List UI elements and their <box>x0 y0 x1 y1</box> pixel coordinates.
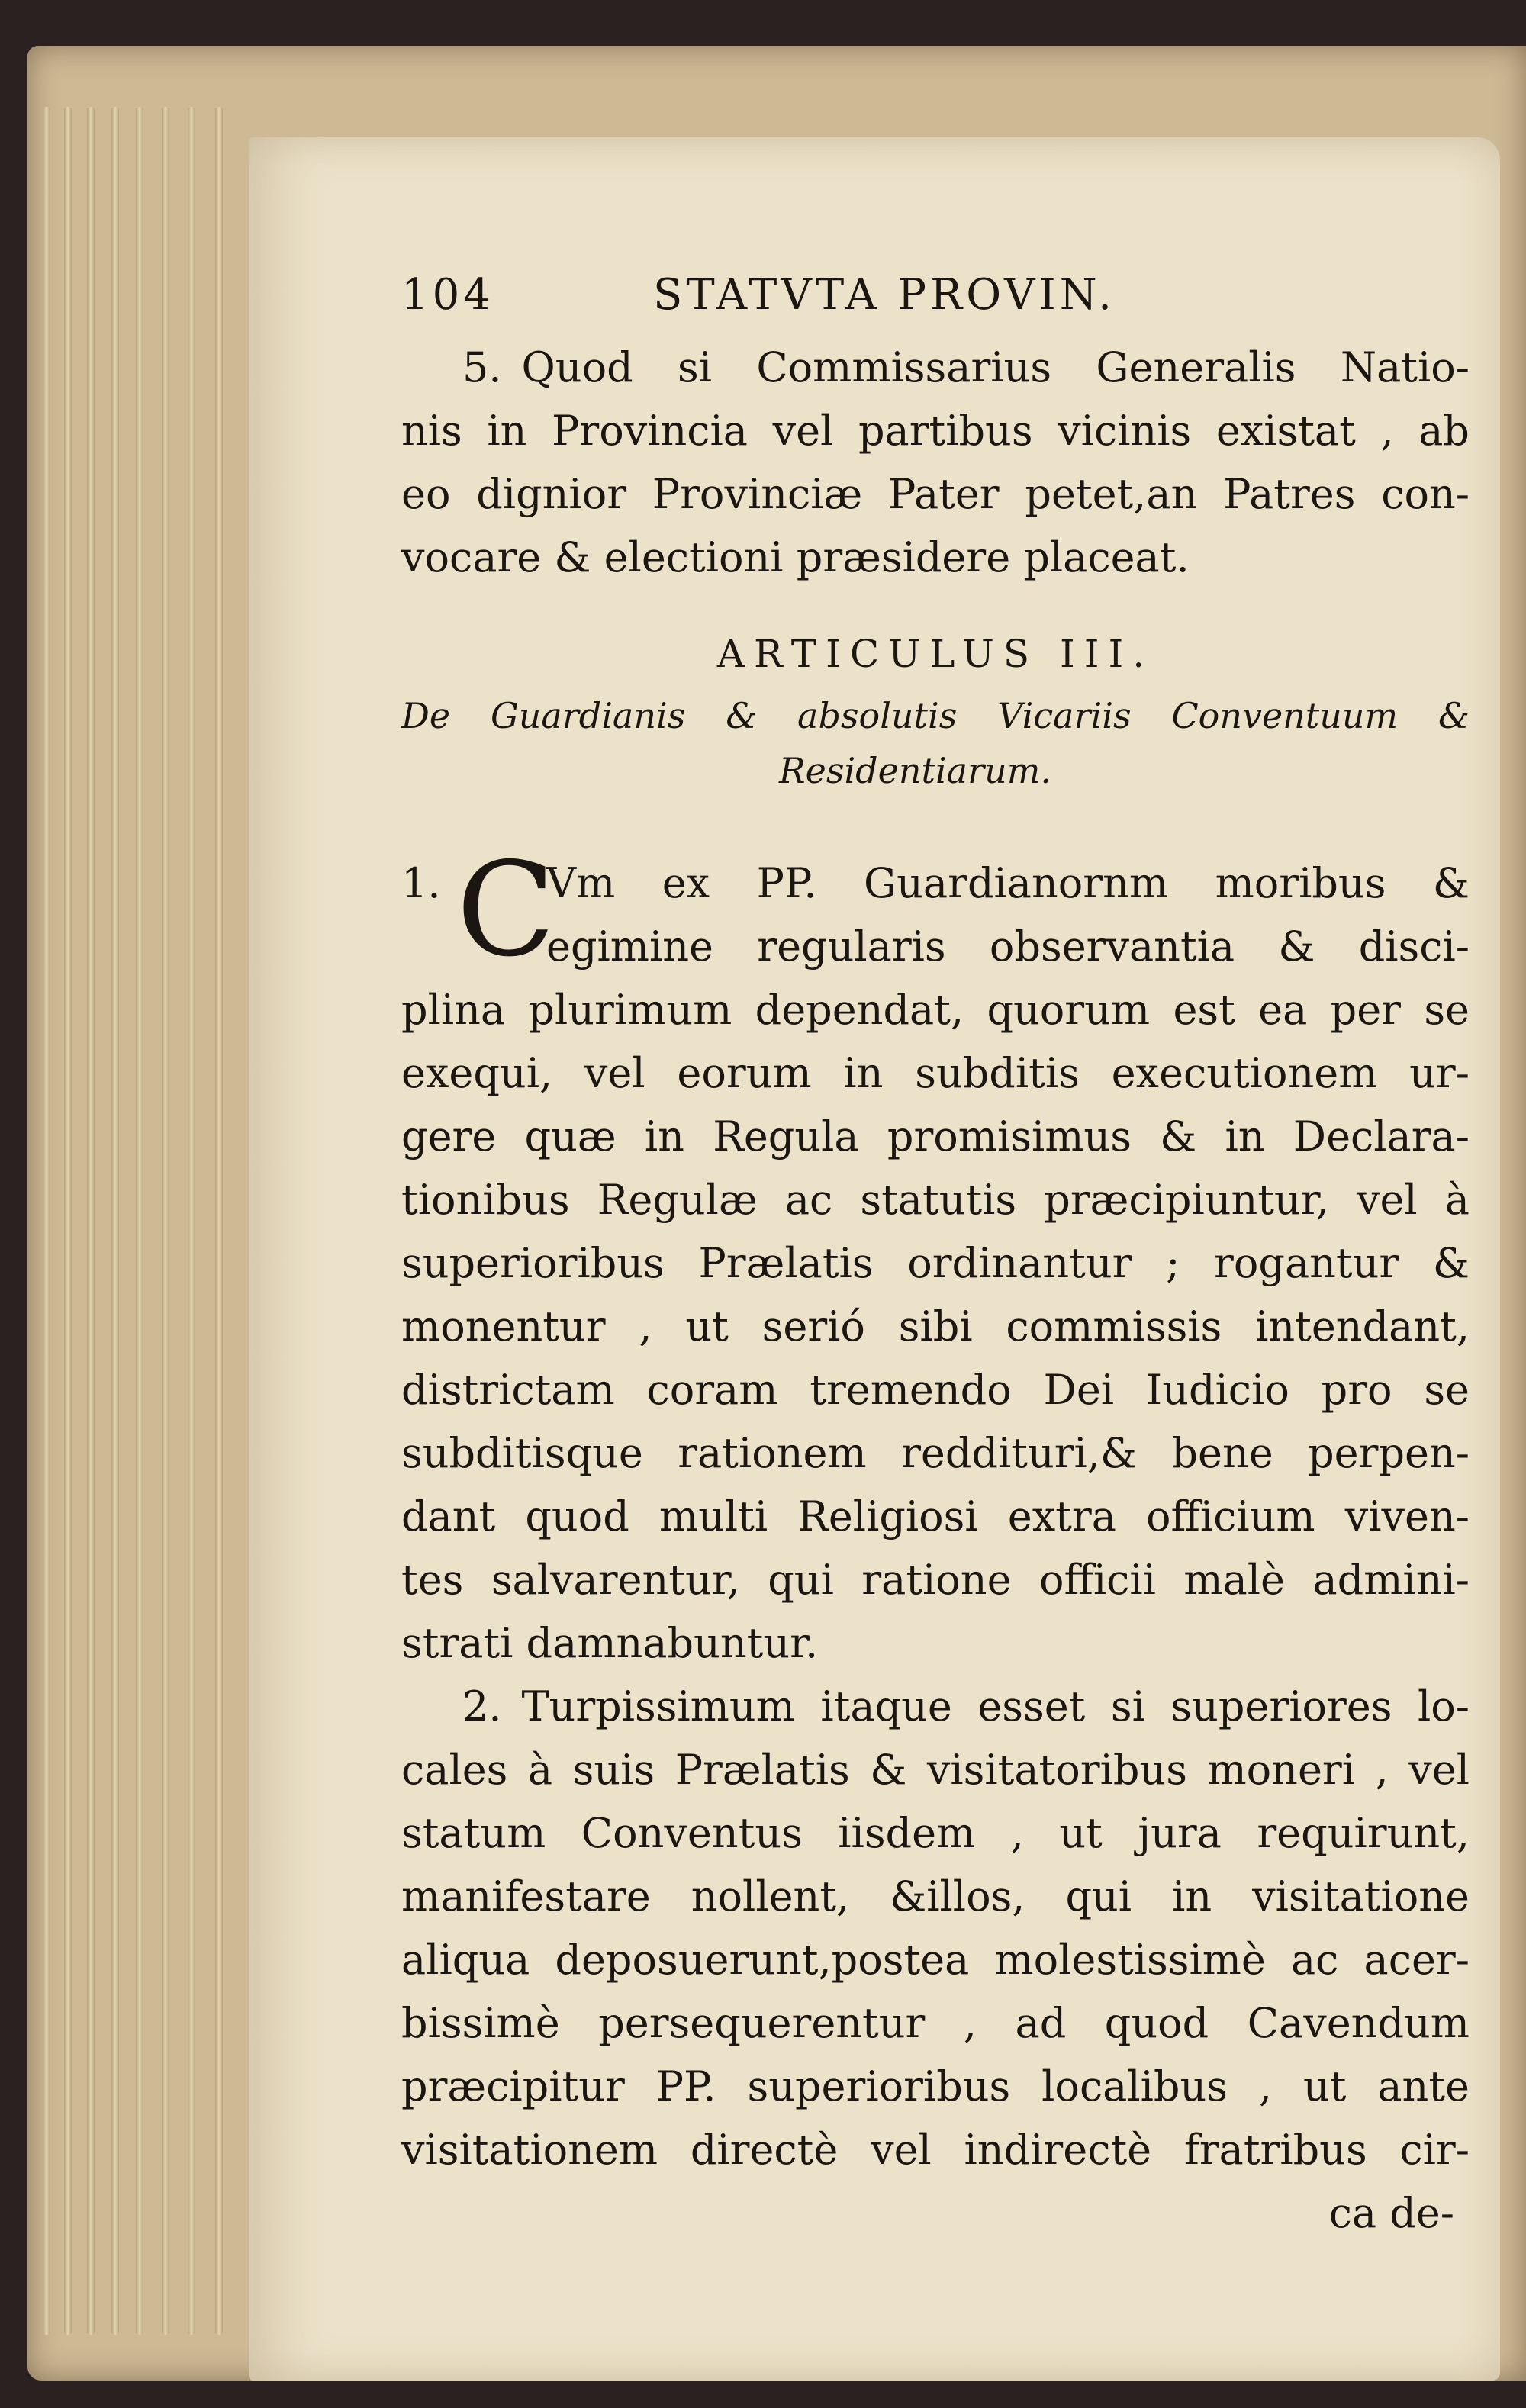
page-number: 104 <box>401 270 494 320</box>
catchword: ca de- <box>1328 2189 1454 2237</box>
text-line: Vm ex PP. Guardianornm moribus & <box>546 859 1470 907</box>
article-heading: ARTICULUS III. <box>716 632 1154 676</box>
page-edge <box>111 107 119 2335</box>
page-edge <box>136 107 143 2335</box>
page-edge <box>188 107 195 2335</box>
book-page <box>249 137 1500 2381</box>
paragraph-number: 1. <box>401 859 441 907</box>
text-line: nis in Provincia vel partibus vicinis existat , ab <box>401 407 1470 455</box>
text-line: gere quæ in Regula promisimus & in Declara- <box>401 1112 1470 1161</box>
text-line: cales à suis Prælatis & visitatoribus moneri , vel <box>401 1746 1470 1794</box>
text-line: plina plurimum dependat, quorum est ea per se <box>401 986 1470 1034</box>
text-line: vocare & electioni præsidere placeat. <box>401 533 1190 581</box>
text-line: 2. Turpissimum itaque esset si superiores lo- <box>401 1675 1470 1738</box>
paragraph-number: 5. <box>462 343 502 391</box>
text-line: exequi, vel eorum in subditis executionem ur- <box>401 1049 1470 1097</box>
paragraph-2 <box>401 1675 1470 2181</box>
text-line: eo dignior Provinciæ Pater petet,an Patres con- <box>401 470 1470 518</box>
article-subtitle: Residentiarum. <box>779 750 1051 791</box>
paragraph-1 <box>401 835 1470 1675</box>
page-edge <box>215 107 223 2335</box>
text-line: dant quod multi Religiosi extra officium viven- <box>401 1492 1470 1540</box>
text-line: districtam coram tremendo Dei Iudicio pro se <box>401 1366 1470 1414</box>
page-edge <box>162 107 169 2335</box>
text-line: monentur , ut serió sibi commissis intendant, <box>401 1302 1470 1350</box>
text-line: aliqua deposuerunt,postea molestissimè ac acer- <box>401 1936 1470 1984</box>
text-line: manifestare nollent, &illos, qui in visitatione <box>401 1872 1470 1920</box>
page-edge <box>87 107 95 2335</box>
page-edge <box>64 107 72 2335</box>
running-title: STATVTA PROVIN. <box>653 270 1116 320</box>
text-line: visitationem directè vel indirectè fratribus cir- <box>401 2126 1470 2174</box>
text-line: strati damnabuntur. <box>401 1619 819 1667</box>
running-head <box>401 263 1470 336</box>
text-line: subditisque rationem reddituri,& bene perpen- <box>401 1429 1470 1477</box>
text-line: superioribus Prælatis ordinantur ; rogantur & <box>401 1239 1470 1287</box>
drop-capital: C <box>456 835 556 986</box>
page-text <box>401 263 1470 2245</box>
book-block <box>27 46 1526 2381</box>
paragraph-number: 2. <box>462 1682 502 1730</box>
text-line: 5. Quod si Commissarius Generalis Natio- <box>401 336 1470 399</box>
text-line: egimine regularis observantia & disci- <box>546 922 1470 971</box>
paragraph-5 <box>401 336 1470 589</box>
page-edge <box>43 107 50 2335</box>
text-line: præcipitur PP. superioribus localibus , ut ante <box>401 2062 1470 2110</box>
text-line: statum Conventus iisdem , ut jura requirunt, <box>401 1809 1470 1857</box>
text-line: tes salvarentur, qui ratione officii malè admini- <box>401 1556 1470 1604</box>
text-line: tionibus Regulæ ac statutis præcipiuntur, vel à <box>401 1176 1470 1224</box>
text-line: bissimè persequerentur , ad quod Cavendum <box>401 1999 1470 2047</box>
article-subtitle: De Guardianis & absolutis Vicariis Conventuum & <box>401 695 1470 736</box>
